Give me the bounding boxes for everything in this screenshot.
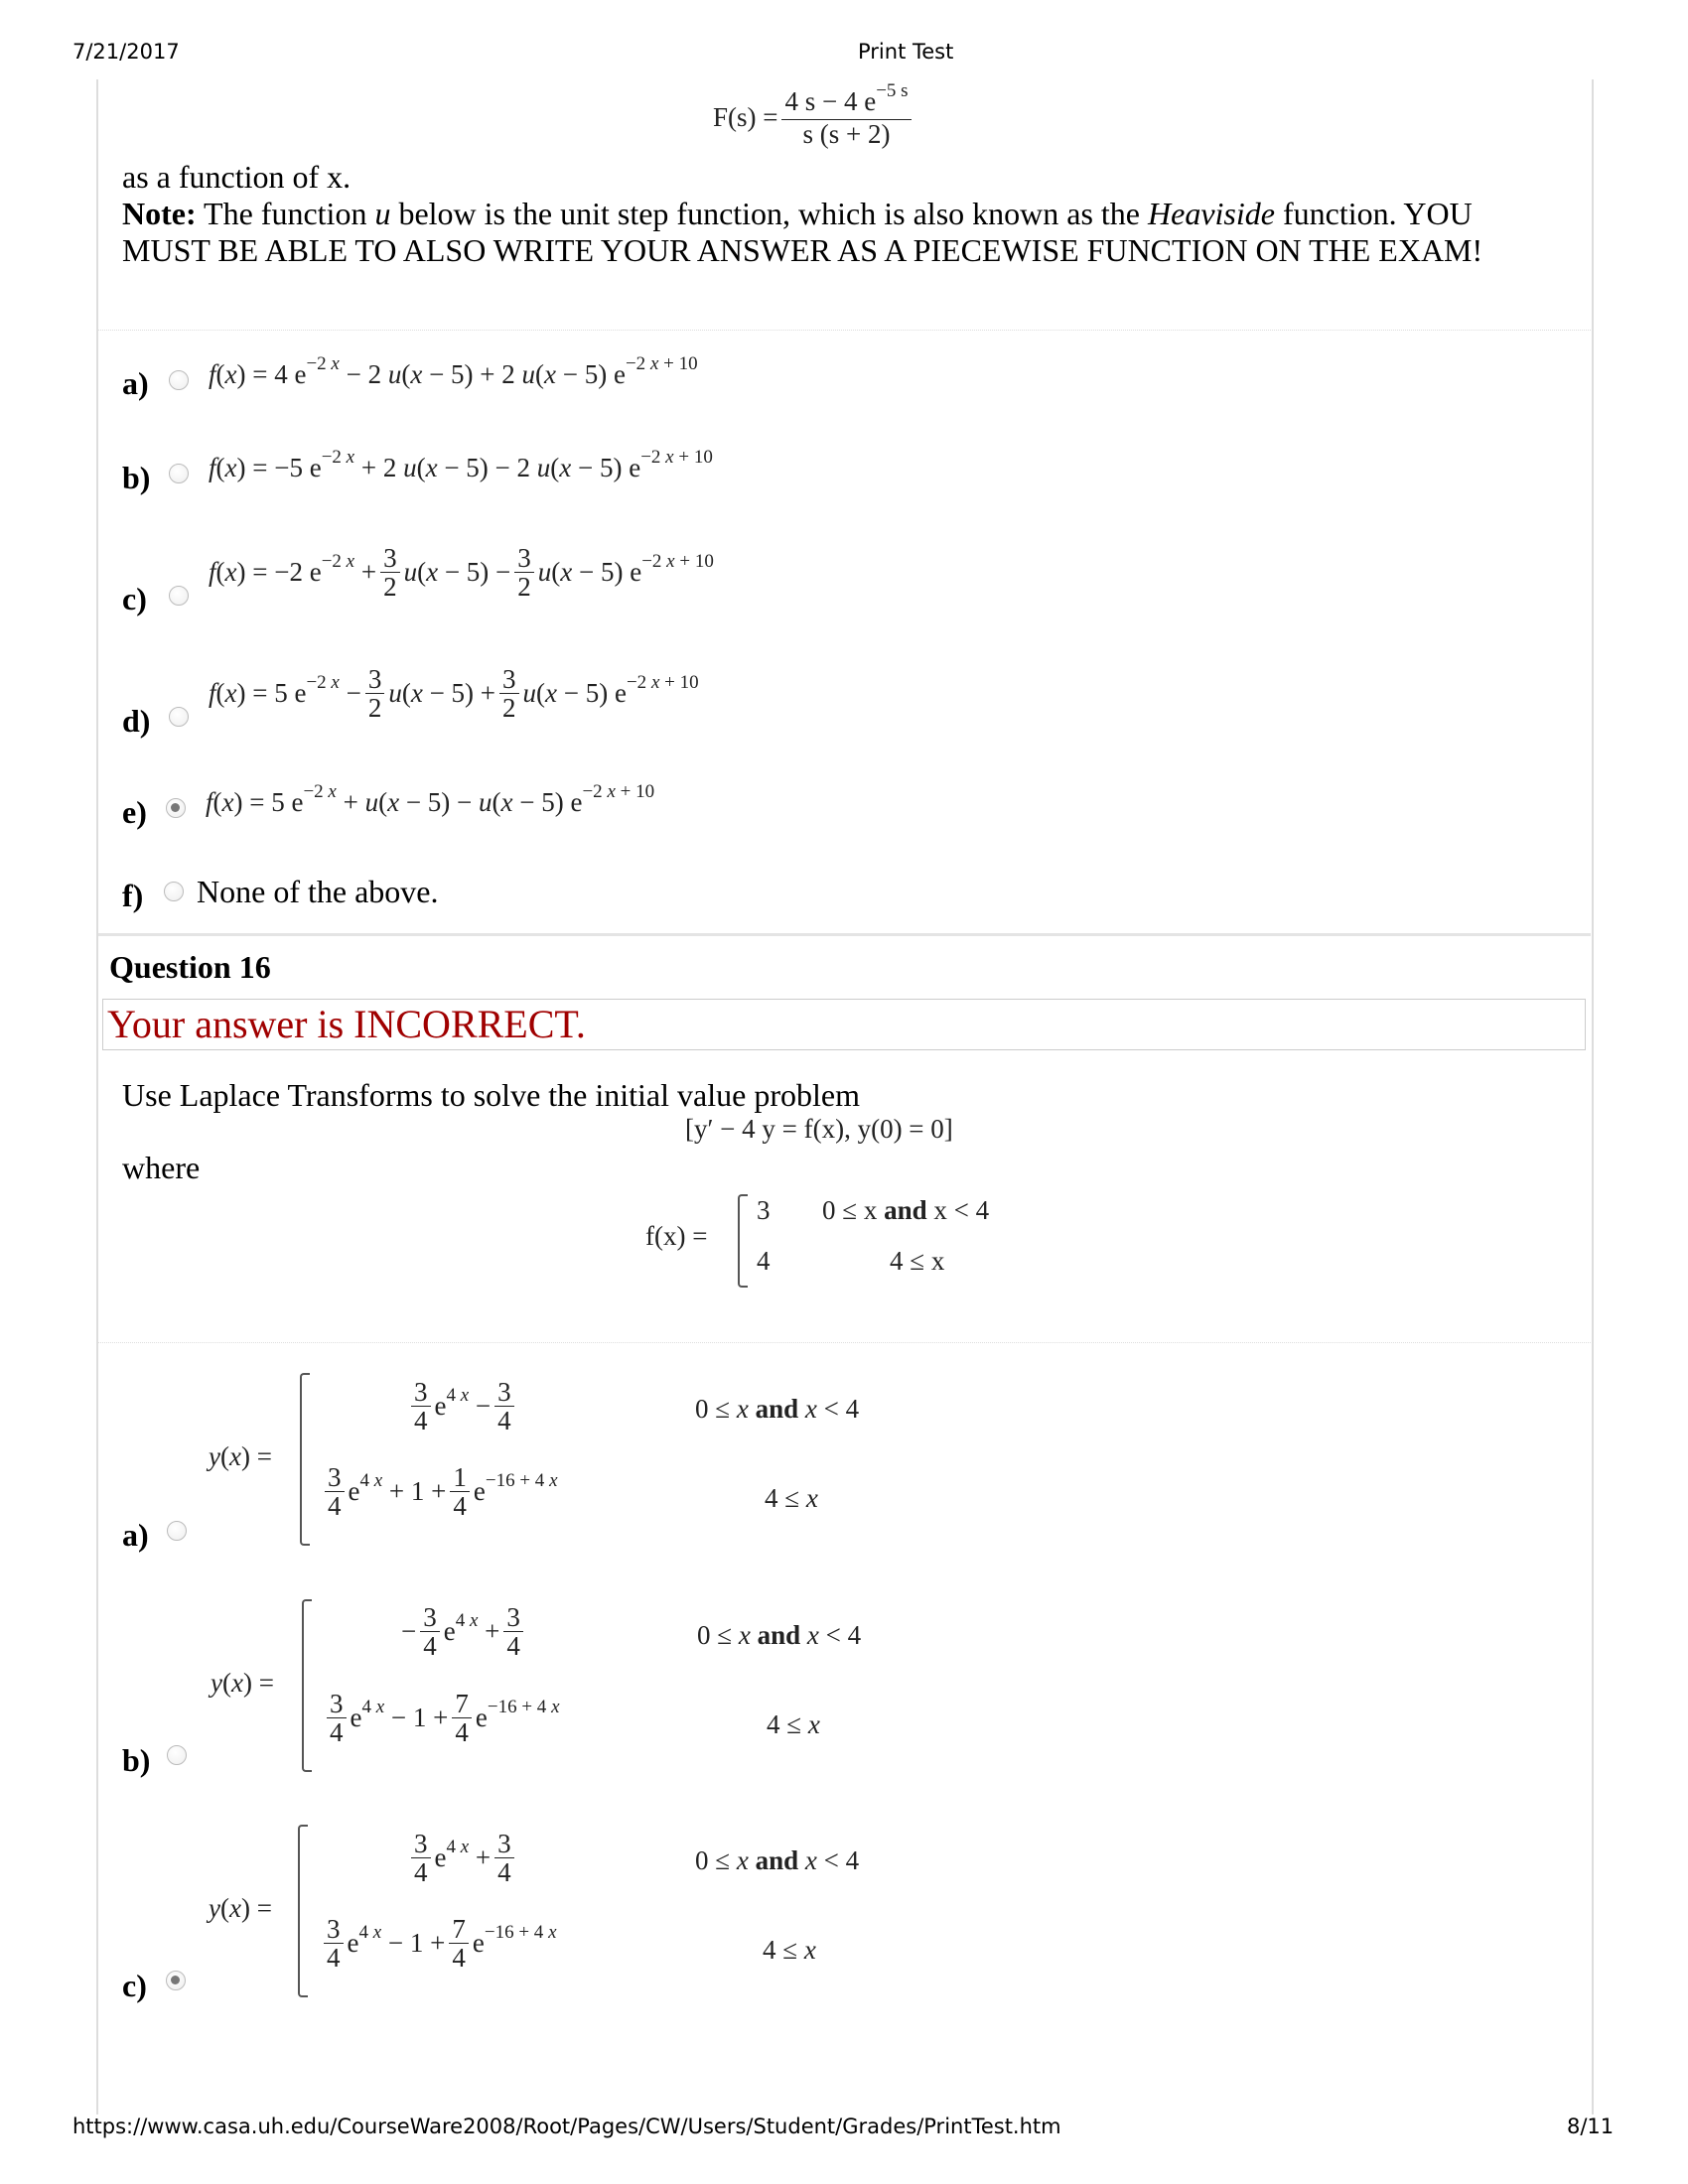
q15-option-e-radio[interactable]: [166, 798, 186, 818]
f-lhs: f(x) =: [645, 1221, 708, 1251]
q15-option-e-label: e): [122, 794, 147, 830]
q16-option-c-case2: $\frac{3}{4}$ $e^{4 x} - 1$ + $\frac{7}{4}$ $e^{-16 + 4 x}$: [320, 1915, 557, 1972]
q15-option-b-radio[interactable]: [169, 464, 189, 483]
page-url: https://www.casa.uh.edu/CourseWare2008/Root/Pages/CW/Users/Student/Grades/PrintTest.htm: [72, 2115, 1061, 2138]
question-divider: [98, 933, 1591, 936]
q16-prompt: Use Laplace Transforms to solve the initial value problem: [122, 1077, 860, 1113]
q15-option-b-label: b): [122, 460, 151, 495]
q16-option-b-radio[interactable]: [167, 1745, 187, 1765]
q16-where: where: [122, 1150, 201, 1185]
print-title: Print Test: [858, 40, 954, 64]
q16-option-c-radio[interactable]: [166, 1971, 186, 1990]
q16-option-a-label: a): [122, 1517, 149, 1553]
content-frame-left: [96, 79, 98, 2115]
f-case1-and: and: [884, 1195, 927, 1225]
q15-option-f-radio[interactable]: [164, 882, 184, 901]
note-text-1: The function: [196, 196, 375, 231]
f-case1-value: 3: [757, 1195, 771, 1225]
q16-option-a-brace: [300, 1373, 310, 1546]
q16-option-a-case1: $\frac{3}{4}$ $e^{4 x}$ − $\frac{3}{4}$: [407, 1378, 518, 1434]
q15-option-b-formula: f(x) = −5 $e^{-2 x} + 2$ u(x − 5) − 2 u(x − 5) $e^{-2 x + 10}$: [209, 447, 713, 482]
q16-ivp: [y′ − 4 y = f(x), y(0) = 0]: [685, 1114, 953, 1144]
f-case1-cond-a: 0 ≤ x: [822, 1195, 878, 1225]
q15-option-c-radio[interactable]: [169, 586, 189, 606]
page-number: 8/11: [1567, 2115, 1615, 2138]
q15-option-a-radio[interactable]: [169, 370, 189, 390]
q16-option-a-case2: $\frac{3}{4}$ $e^{4 x} + 1$ + $\frac{1}{4}$ $e^{-16 + 4 x}$: [321, 1463, 558, 1520]
q15-option-d-radio[interactable]: [169, 707, 189, 727]
note-text-2: below is the unit step function, which is also known as the: [390, 196, 1148, 231]
f-brace: [738, 1194, 748, 1288]
q16-option-b-cond2: 4 ≤ x: [767, 1709, 820, 1739]
q15-option-d-label: d): [122, 703, 151, 739]
f-case2-value: 4: [757, 1246, 771, 1276]
q15-option-d-formula: f(x) = 5 $e^{-2 x}$ − $\frac{3}{2}$ u(x − 5) + $\frac{3}{2}$ u(x − 5) $e^{-2 x + 10}$: [209, 664, 699, 723]
q15-option-e-formula: f(x) = 5 $e^{-2 x} + u(x - 5) - u(x - 5)$ $e^{-2 x + 10}$: [206, 781, 655, 817]
f-case1-cond-b: x < 4: [933, 1195, 990, 1225]
q16-option-a-radio[interactable]: [167, 1521, 187, 1541]
q15-option-f-text: None of the above.: [197, 874, 439, 909]
q15-option-a-formula: f(x) = 4 $e^{-2 x} - 2$ u(x − 5) + 2 u(x − 5) $e^{-2 x + 10}$: [209, 353, 698, 389]
q16-option-b-cond1: 0 ≤ x and x < 4: [697, 1620, 862, 1650]
q16-option-a-cond2: 4 ≤ x: [765, 1483, 818, 1513]
q16-option-b-case2: $\frac{3}{4}$ $e^{4 x} - 1$ + $\frac{7}{4}$ $e^{-16 + 4 x}$: [323, 1690, 560, 1746]
note-text-3: function. YOU MUST BE ABLE TO ALSO WRITE YOUR ANSWER AS A PIECEWISE FUNCTION ON THE EXAM!: [122, 196, 1483, 268]
q15-option-c-formula: f(x) = −2 $e^{-2 x}$ + $\frac{3}{2}$ u(x − 5) − $\frac{3}{2}$ u(x − 5) $e^{-2 x + 10}$: [209, 543, 714, 602]
q16-option-b-case1: − $\frac{3}{4}$ $e^{4 x}$ + $\frac{3}{4}$: [401, 1603, 527, 1660]
q16-title: Question 16: [109, 949, 271, 985]
q16-option-c-cond1: 0 ≤ x and x < 4: [695, 1845, 860, 1875]
q16-option-c-label: c): [122, 1968, 147, 2003]
note-heaviside: Heaviside: [1148, 196, 1275, 231]
divider: [98, 1342, 1591, 1343]
laplace-expression: [713, 80, 915, 149]
q16-option-b-lhs: y(x) =: [211, 1668, 274, 1698]
F-denominator: s (s + 2): [802, 119, 891, 149]
F-numerator-exponent: −5 s: [876, 80, 909, 101]
q15-option-c-label: c): [122, 581, 147, 616]
q16-option-c-cond2: 4 ≤ x: [763, 1935, 816, 1965]
q16-option-c-case1: $\frac{3}{4}$ $e^{4 x}$ + $\frac{3}{4}$: [407, 1830, 518, 1886]
divider: [98, 330, 1591, 331]
q16-option-c-lhs: y(x) =: [209, 1893, 272, 1923]
F-numerator: 4 s − 4 e: [784, 86, 877, 116]
print-date: 7/21/2017: [72, 40, 180, 64]
F-lhs: F(s) =: [713, 102, 778, 132]
note-label: Note:: [122, 196, 197, 231]
q16-option-a-lhs: y(x) =: [209, 1441, 272, 1471]
f-case2-condition: 4 ≤ x: [890, 1246, 945, 1276]
f-case1-condition: [822, 1195, 989, 1226]
q15-option-f-label: f): [122, 878, 144, 913]
q16-option-a-cond1: 0 ≤ x and x < 4: [695, 1394, 860, 1424]
q15-note: [122, 196, 1552, 269]
q16-option-b-brace: [302, 1599, 312, 1772]
q15-option-a-label: a): [122, 365, 149, 401]
q16-option-c-brace: [298, 1825, 308, 1997]
q15-line1: as a function of x.: [122, 159, 352, 195]
result-banner: Your answer is INCORRECT.: [102, 999, 1586, 1050]
q16-option-b-label: b): [122, 1742, 151, 1778]
note-u: u: [374, 196, 391, 231]
content-frame-right: [1592, 79, 1594, 2115]
